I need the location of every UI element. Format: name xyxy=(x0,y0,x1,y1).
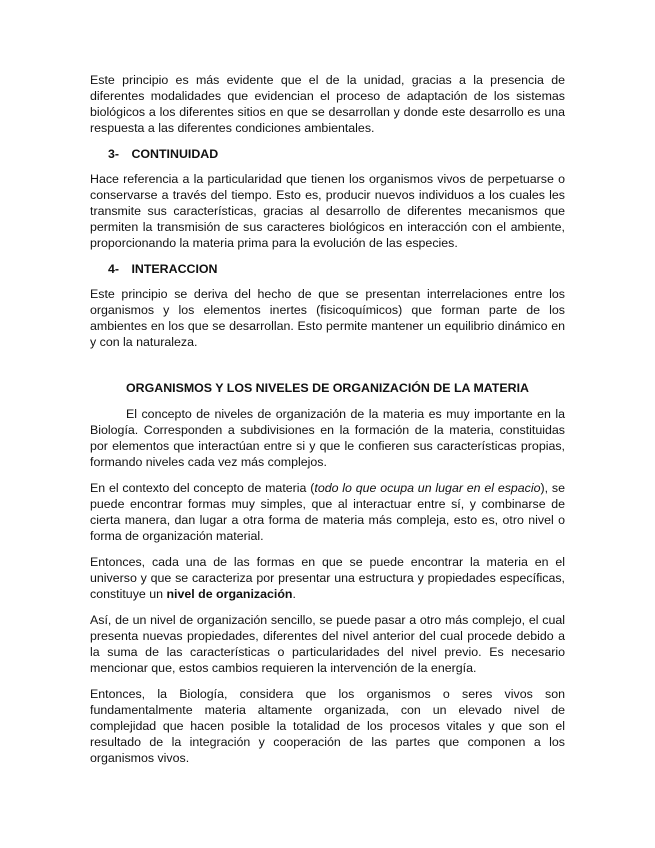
section-title: INTERACCION xyxy=(131,262,218,276)
niveles-paragraph-4: Así, de un nivel de organización sencillo, se puede pasar a otro más complejo, el cual presenta nuevas propiedades, diferentes del nivel anterior del cual procede debido a la suma de las características o particularidades del nivel previo. Es necesario mencionar que, estos cambios requieren la intervención de la energía. xyxy=(90,613,565,675)
section-heading-continuidad xyxy=(108,146,565,162)
interaccion-paragraph: Este principio se deriva del hecho de que se presentan interrelaciones entre los organismos y los elementos inertes (fisicoquímicos) que forman parte de los ambientes en los que se desarrollan. Esto permite mantener un equilibrio dinámico en y con la naturaleza. xyxy=(90,287,565,349)
p3-text-after: . xyxy=(292,587,296,601)
intro-paragraph: Este principio es más evidente que el de la unidad, gracias a la presencia de diferentes modalidades que evidencian el proceso de adaptación de los sistemas biológicos a los diferentes sitios en que se desarrollan y donde este desarrollo es una respuesta a las diferentes condiciones ambientales. xyxy=(90,73,565,135)
p2-text-after: ), se puede encontrar formas muy simples, que al interactuar entre sí, y combinarse de cierta manera, dan lugar a otra forma de materia más compleja, esto es, otro nivel o forma de organización material. xyxy=(90,481,565,543)
main-heading: ORGANISMOS Y LOS NIVELES DE ORGANIZACIÓN DE LA MATERIA xyxy=(126,381,529,395)
niveles-paragraph-1: El concepto de niveles de organización de la materia es muy importante en la Biología. Corresponden a subdivisiones en la formación de la materia, constituidas por elementos que interactúan entre si y que le confieren sus características propias, formando niveles cada vez más complejos. xyxy=(90,407,565,469)
section-heading-interaccion xyxy=(108,261,565,277)
niveles-paragraph-5: Entonces, la Biología, considera que los organismos o seres vivos son fundamentalmente materia altamente organizada, con un elevado nivel de complejidad que hacen posible la totalidad de los procesos vitales y que son el resultado de la integración y cooperación de las partes que componen a los organismos vivos. xyxy=(90,687,565,765)
section-number: 4- xyxy=(108,262,120,276)
p3-text-before: Entonces, cada una de las formas en que se puede encontrar la materia en el universo y que se caracteriza por presentar una estructura y propiedades específicas, constituye un xyxy=(90,555,565,601)
p2-italic-definition: todo lo que ocupa un lugar en el espacio xyxy=(314,481,541,495)
niveles-paragraph-3 xyxy=(90,554,565,602)
continuidad-paragraph: Hace referencia a la particularidad que tienen los organismos vivos de perpetuarse o conservarse a través del tiempo. Esto es, producir nuevos individuos a los cuales les transmite sus características, gracias al desarrollo de diferentes mecanismos que permiten la transmisión de sus caracteres biológicos en interacción con el ambiente, proporcionando la materia prima para la evolución de las especies. xyxy=(90,172,565,250)
p2-text-before: En el contexto del concepto de materia ( xyxy=(90,481,315,495)
section-title: CONTINUIDAD xyxy=(131,147,219,161)
niveles-paragraph-2 xyxy=(90,480,565,544)
section-number: 3- xyxy=(108,147,120,161)
p3-bold-term: nivel de organización xyxy=(166,587,293,601)
